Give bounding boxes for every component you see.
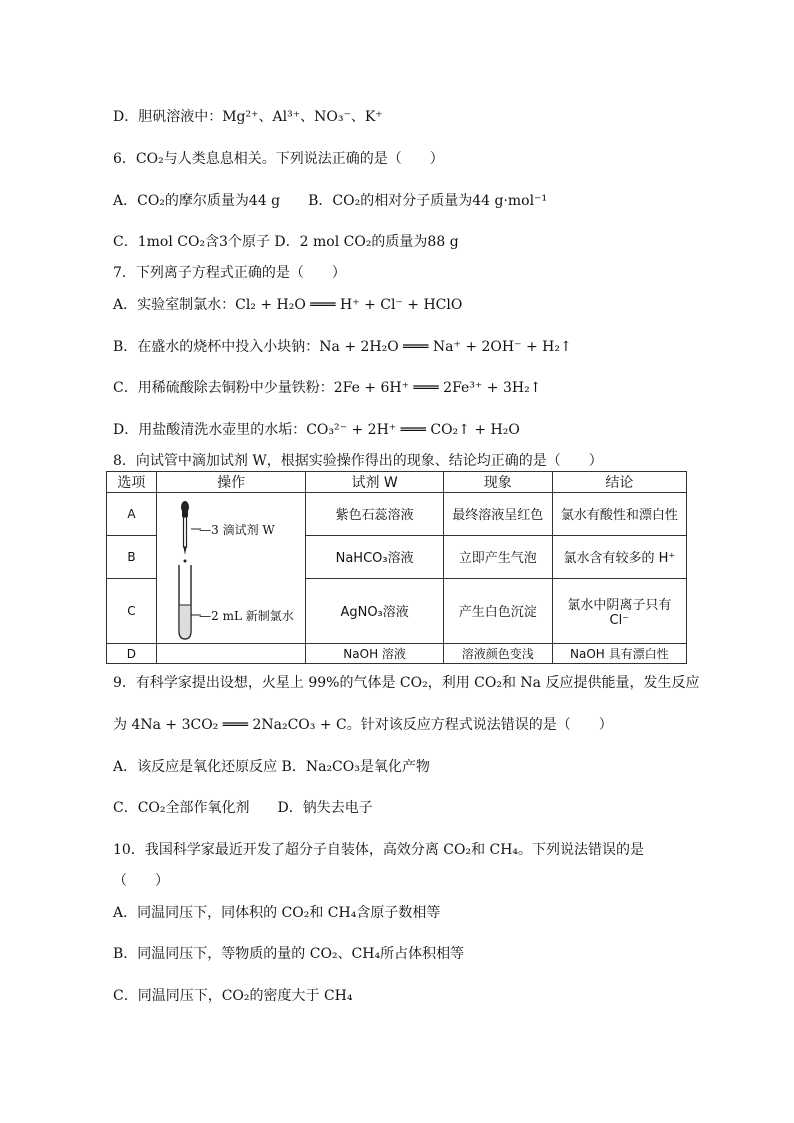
header-phenomenon: 现象: [443, 472, 552, 493]
row-reagent: 紫色石蕊溶液: [306, 493, 443, 536]
q6-options-ab: A．CO₂的摩尔质量为44 g B．CO₂的相对分子质量为44 g·mol⁻¹: [113, 193, 548, 209]
q9-stem-2: 为 4Na + 3CO₂ ═══ 2Na₂CO₃ + C。针对该反应方程式说法错误的是（ ）: [113, 717, 613, 733]
q7-option-a: A．实验室制氯水：Cl₂ + H₂O ═══ H⁺ + Cl⁻ + HClO: [113, 297, 463, 313]
q6-options-cd: C．1mol CO₂含3个原子 D．2 mol CO₂的质量为88 g: [113, 234, 459, 250]
header-reagent: 试剂 W: [306, 472, 443, 493]
table-header-row: [107, 472, 687, 493]
row-conclusion: 氯水含有较多的 H⁺: [552, 535, 686, 578]
row-conclusion: 氯水中阴离子只有 Cl⁻: [552, 578, 686, 643]
row-phenomenon: 最终溶液呈红色: [443, 493, 552, 536]
q7-option-c: C．用稀硫酸除去铜粉中少量铁粉：2Fe + 6H⁺ ═══ 2Fe³⁺ + 3H₂↑: [113, 380, 542, 396]
row-option: B: [107, 535, 157, 578]
experiment-table: [106, 471, 687, 664]
q9-options-cd: C．CO₂全部作氧化剂 D．钠失去电子: [113, 800, 373, 816]
row-phenomenon: 溶液颜色变浅: [443, 644, 552, 664]
q7-option-b: B．在盛水的烧杯中投入小块钠：Na + 2H₂O ═══ Na⁺ + 2OH⁻ + H₂↑: [113, 339, 572, 355]
header-conclusion: 结论: [552, 472, 686, 493]
row-reagent: NaOH 溶液: [306, 644, 443, 664]
row-conclusion: 氯水有酸性和漂白性: [552, 493, 686, 536]
q8-stem: 8．向试管中滴加试剂 W，根据实验操作得出的现象、结论均正确的是（ ）: [113, 453, 603, 469]
row-option: C: [107, 578, 157, 643]
q7-stem: 7．下列离子方程式正确的是（ ）: [113, 265, 346, 281]
row-reagent: AgNO₃溶液: [306, 578, 443, 643]
row-operation-empty: [156, 644, 306, 664]
q10-option-a: A．同温同压下，同体积的 CO₂和 CH₄含原子数相等: [113, 905, 441, 921]
q10-stem-2: （ ）: [113, 873, 169, 889]
row-phenomenon: 立即产生气泡: [443, 535, 552, 578]
row-conclusion: NaOH 具有漂白性: [552, 644, 686, 664]
q5-option-d: D．胆矾溶液中：Mg²⁺、Al³⁺、NO₃⁻、K⁺: [113, 109, 383, 125]
row-option: A: [107, 493, 157, 536]
row-phenomenon: 产生白色沉淀: [443, 578, 552, 643]
q9-stem-1: 9．有科学家提出设想，火星上 99%的气体是 CO₂，利用 CO₂和 Na 反应提供能量，发生反应: [113, 675, 700, 691]
reagent-label: —3 滴试剂 W: [199, 523, 275, 537]
test-tube-dropper-diagram: [161, 493, 301, 643]
q9-options-ab: A．该反应是氧化还原反应 B．Na₂CO₃是氧化产物: [113, 759, 430, 775]
apparatus-cell: [156, 493, 306, 644]
q7-option-d: D．用盐酸清洗水壶里的水垢：CO₃²⁻ + 2H⁺ ═══ CO₂↑ + H₂O: [113, 422, 520, 438]
chlorine-water-label: —2 mL 新制氯水: [199, 609, 294, 623]
table-row: [107, 493, 687, 536]
q10-option-b: B．同温同压下，等物质的量的 CO₂、CH₄所占体积相等: [113, 946, 465, 962]
header-option: 选项: [107, 472, 157, 493]
q6-stem: 6．CO₂与人类息息相关。下列说法正确的是（ ）: [113, 151, 444, 167]
table-row: [107, 644, 687, 664]
row-reagent: NaHCO₃溶液: [306, 535, 443, 578]
q10-option-c: C．同温同压下，CO₂的密度大于 CH₄: [113, 988, 353, 1004]
header-operation: 操作: [156, 472, 306, 493]
row-option: D: [107, 644, 157, 664]
q10-stem-1: 10．我国科学家最近开发了超分子自装体，高效分离 CO₂和 CH₄。下列说法错误的是: [113, 842, 645, 858]
